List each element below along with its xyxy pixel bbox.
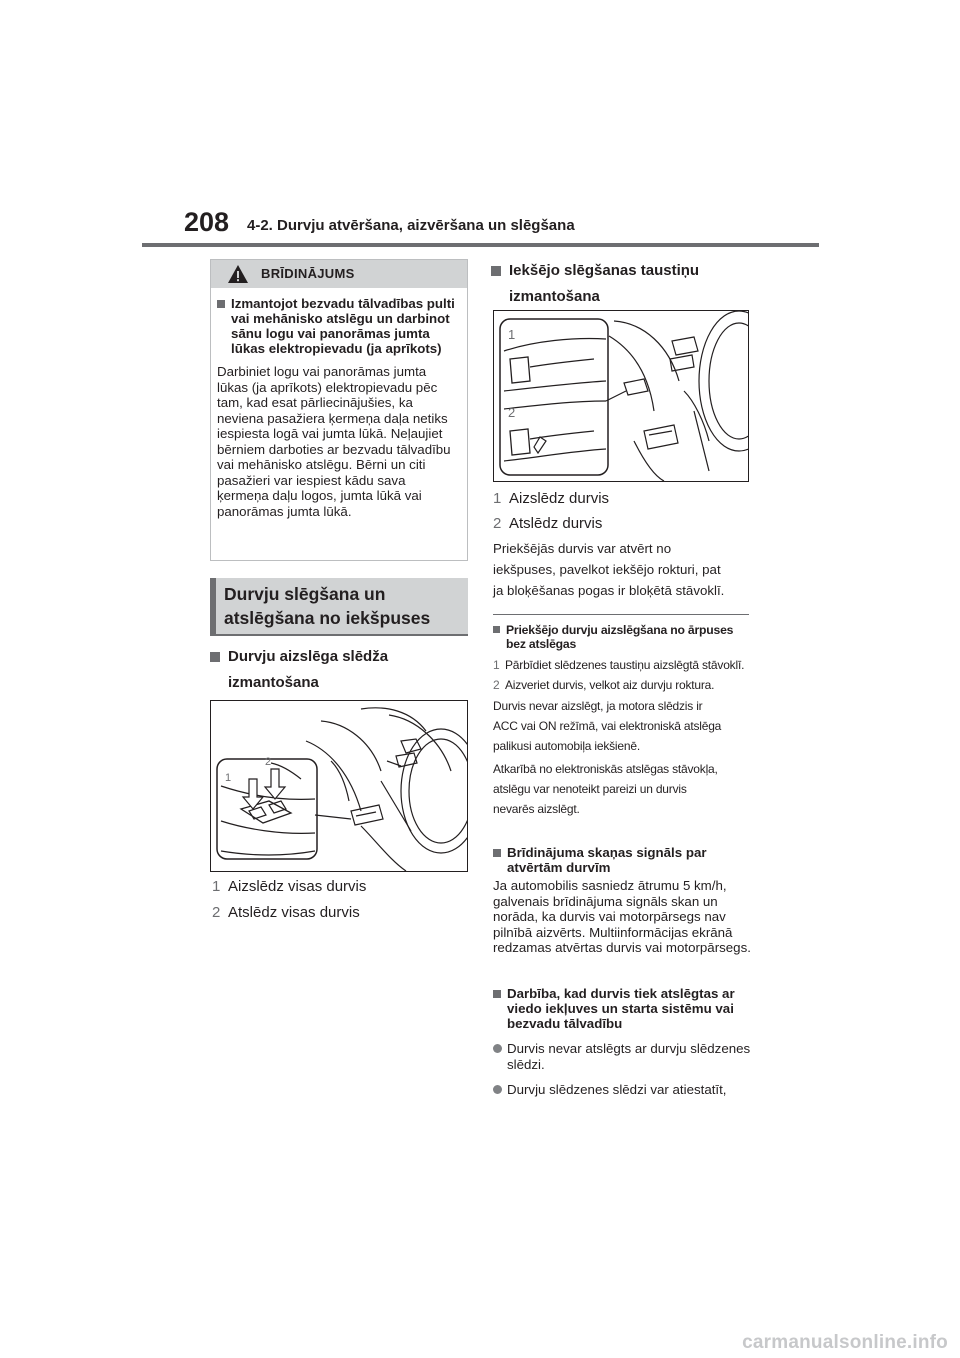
inner-lock-buttons-drawing (494, 311, 748, 481)
bullet-text: Durvis nevar atslēgts ar durvju slēdzenes slēdzi. (507, 1041, 751, 1072)
warning-subheading-text: Izmantojot bezvadu tālvadības pulti vai mehānisko atslēgu un darbinot sānu logu vai panorāmas jumta lūkas elektropievadu (ja aprīkots) (231, 296, 455, 356)
front-doors-note (493, 538, 755, 601)
front-lock-section (493, 623, 755, 819)
door-lock-switch-illustration (210, 700, 468, 872)
open-door-buzzer-text: Ja automobilis sasniedz ātrumu 5 km/h, galvenais brīdinājuma signāls skan un norāda, ka durvis vai motorpārsegs nav pilnībā aizvērts. Multiinformācijas ekrānā redzamas atvērtas durvis vai motorpārsegs. (493, 878, 751, 955)
inner-lock-buttons-illustration (493, 310, 749, 482)
section-title: 4-2. Durvju atvēršana, aizvēršana un slēgšana (247, 217, 575, 234)
text-line: Priekšējās durvis var atvērt no (493, 541, 672, 556)
text-line: palikusi automobiļa iekšienē. (493, 739, 640, 753)
warning-subheading (217, 296, 459, 356)
round-bullet-icon (493, 1044, 502, 1053)
step-text: Aizveriet durvis, velkot aiz durvju roktura. (505, 678, 715, 692)
step-number: 2 (493, 515, 502, 532)
header-divider (142, 243, 819, 247)
front-lock-heading-text: Priekšējo durvju aizslēgšana no ārpuses bez atslēgas (506, 623, 734, 651)
text-line: Durvis nevar aizslēgt, ja motora slēdzis ir (493, 699, 703, 713)
text-line: iekšpuses, pavelkot iekšējo rokturi, pat (493, 562, 721, 577)
square-bullet-icon (217, 300, 225, 308)
step-number: 2 (493, 678, 500, 692)
inner-lock-buttons-heading-line1: Iekšējo slēgšanas taustiņu (509, 262, 700, 279)
section-divider (493, 614, 749, 615)
front-lock-note-1 (493, 696, 755, 756)
step-text: Pārbīdiet slēdzenes taustiņu aizslēgtā stāvoklī. (505, 658, 745, 672)
figure-label-1: 1 (225, 772, 232, 784)
text-line: ja bloķēšanas pogas ir bloķētā stāvoklī. (493, 583, 725, 598)
square-bullet-icon (493, 990, 501, 998)
section-heading (210, 578, 468, 636)
inner-lock-buttons-steps (493, 490, 753, 533)
list-item (493, 1041, 755, 1072)
section-heading-line1: Durvju slēgšana un (224, 584, 386, 604)
smart-entry-heading-text: Darbība, kad durvis tiek atslēgtas ar viedo iekļuves un starta sistēmu vai bezvadu tālvadību (507, 986, 735, 1031)
step-text: Aizslēdz durvis (509, 490, 610, 507)
step-number: 1 (493, 490, 502, 507)
step-number: 2 (212, 904, 221, 921)
open-door-buzzer-heading (493, 845, 755, 875)
warning-title: BRĪDINĀJUMS (261, 266, 355, 281)
open-door-buzzer-section (493, 845, 755, 956)
inner-lock-buttons-heading (491, 258, 753, 310)
front-lock-heading (493, 623, 755, 651)
bullet-text: Durvju slēdzenes slēdzi var atiestatīt, (507, 1082, 727, 1097)
round-bullet-icon (493, 1085, 502, 1094)
list-item (493, 658, 755, 672)
step-text: Aizslēdz visas durvis (228, 878, 367, 895)
text-line: Atkarībā no elektroniskās atslēgas stāvokļa, (493, 762, 718, 776)
step-text: Atslēdz visas durvis (228, 904, 360, 921)
warning-triangle-icon (227, 264, 249, 284)
square-bullet-icon (493, 626, 500, 633)
smart-entry-heading (493, 986, 755, 1031)
list-item (212, 878, 468, 896)
door-lock-switch-drawing (211, 701, 467, 871)
smart-entry-section (493, 986, 755, 1098)
text-line: nevarēs aizslēgt. (493, 802, 580, 816)
step-number: 1 (212, 878, 221, 895)
list-item (493, 1082, 755, 1098)
list-item (493, 515, 753, 533)
step-text: Atslēdz durvis (509, 515, 603, 532)
heading-accent-bar (210, 578, 216, 634)
text-line: ACC vai ON režīmā, vai elektroniskā atslēga (493, 719, 722, 733)
warning-header (211, 260, 467, 288)
list-item (493, 678, 755, 692)
page-number: 208 (184, 207, 230, 237)
figure-label-1: 1 (508, 327, 516, 342)
door-lock-switch-heading (210, 644, 468, 696)
section-heading-line2: atslēgšana no iekšpuses (224, 608, 431, 628)
watermark: carmanualsonline.info (742, 1332, 948, 1353)
square-bullet-icon (491, 266, 501, 276)
list-item (493, 490, 753, 508)
front-lock-note-2 (493, 759, 755, 819)
inner-lock-buttons-heading-line2: izmantošana (509, 288, 600, 305)
open-door-buzzer-heading-text: Brīdinājuma skaņas signāls par atvērtām durvīm (507, 845, 707, 875)
step-number: 1 (493, 658, 500, 672)
list-item (212, 904, 468, 922)
warning-box (210, 259, 468, 561)
square-bullet-icon (493, 849, 501, 857)
door-lock-switch-heading-line1: Durvju aizslēga slēdža (228, 648, 389, 665)
warning-text: Darbiniet logu vai panorāmas jumta lūkas (ja aprīkots) elektropievadu pēc tam, kad esat pārliecinājušies, ka neviena pasažiera ķermeņa daļa netiks iespiesta logā vai jumta lūkā. Neļaujiet bērniem darboties ar bezvadu tālvadību vai mehānisko atslēgu. Bērni un citi pasažieri var iespiest kādu sava ķermeņa daļu logos, jumta lūkā vai panorāmas jumta lūkā. (217, 364, 451, 519)
text-line: atslēgu var nenoteikt pareizi un durvis (493, 782, 687, 796)
door-lock-switch-heading-line2: izmantošana (228, 674, 319, 691)
figure-label-2: 2 (508, 405, 516, 420)
figure-label-2: 2 (265, 756, 272, 768)
door-lock-switch-steps (212, 878, 468, 922)
square-bullet-icon (210, 652, 220, 662)
